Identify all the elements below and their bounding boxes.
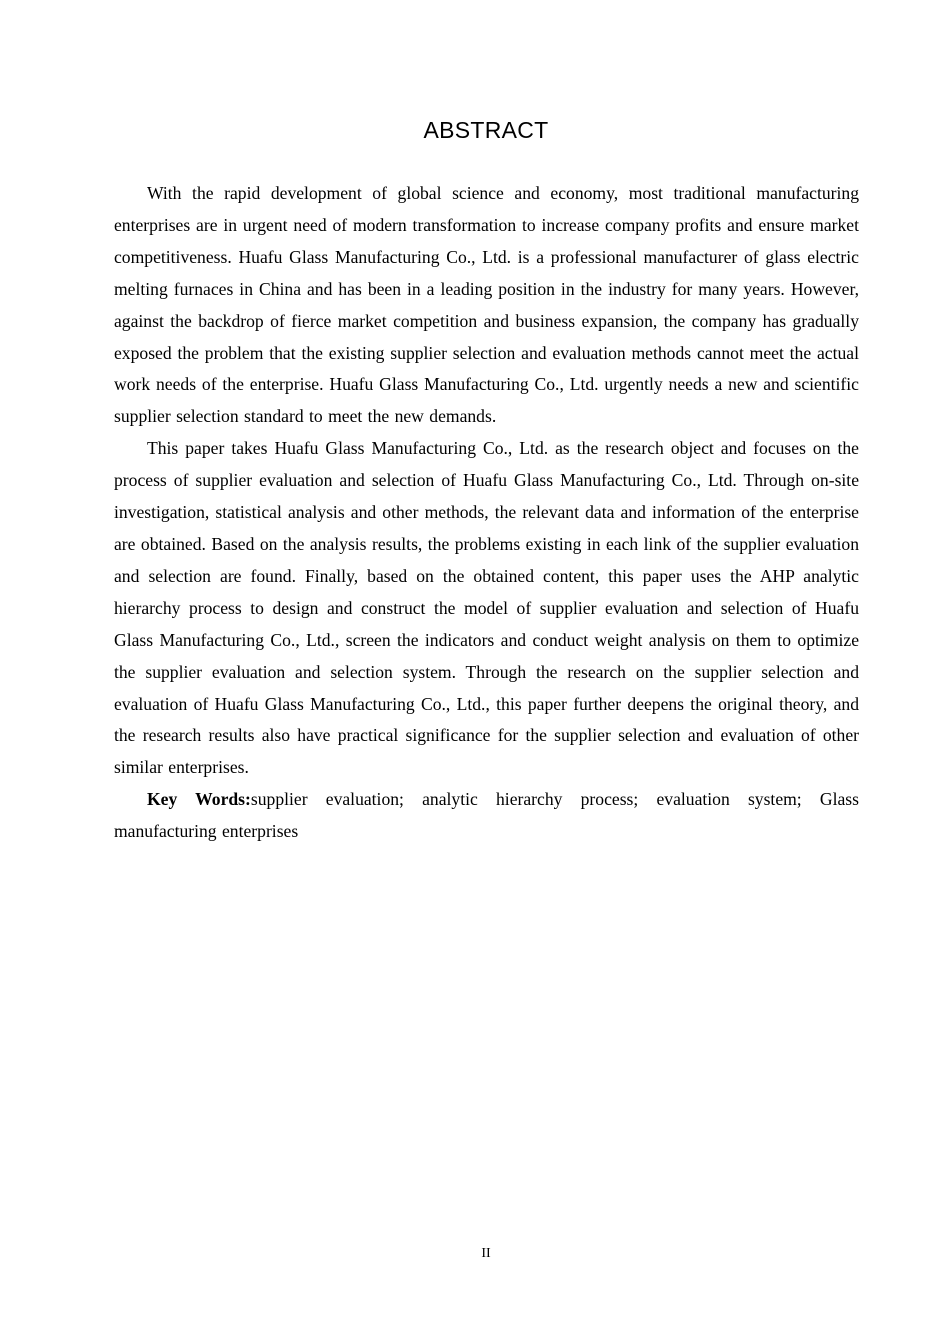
keywords-label: Key Words:	[147, 789, 251, 810]
keywords-text: supplier evaluation; analytic hierarchy process; evaluation system; Glass manufacturing enterprises	[114, 789, 859, 842]
abstract-paragraph-1: With the rapid development of global science and economy, most traditional manufacturing enterprises are in urgent need of modern transformation to increase company profits and ensure market competitiveness. Huafu Glass Manufacturing Co., Ltd. is a professional manufacturer of glass electric melting furnaces in China and has been in a leading position in the industry for many years. However, against the backdrop of fierce market competition and business expansion, the company has gradually exposed the problem that the existing supplier selection and evaluation methods cannot meet the actual work needs of the enterprise. Huafu Glass Manufacturing Co., Ltd. urgently needs a new and scientific supplier selection standard to meet the new demands.	[114, 183, 859, 427]
page-number: II	[481, 1246, 491, 1261]
keywords-paragraph	[114, 784, 859, 848]
abstract-body	[114, 178, 859, 848]
abstract-paragraph-2: This paper takes Huafu Glass Manufacturing Co., Ltd. as the research object and focuses on the process of supplier evaluation and selection of Huafu Glass Manufacturing Co., Ltd. Through on-site investigation, statistical analysis and other methods, the relevant data and information of the enterprise are obtained. Based on the analysis results, the problems existing in each link of the supplier evaluation and selection are found. Finally, based on the obtained content, this paper uses the AHP analytic hierarchy process to design and construct the model of supplier evaluation and selection of Huafu Glass Manufacturing Co., Ltd., screen the indicators and conduct weight analysis on them to optimize the supplier evaluation and selection system. Through the research on the supplier selection and evaluation of Huafu Glass Manufacturing Co., Ltd., this paper further deepens the original theory, and the research results also have practical significance for the supplier selection and evaluation of other similar enterprises.	[114, 438, 859, 778]
abstract-title: ABSTRACT	[423, 117, 549, 143]
